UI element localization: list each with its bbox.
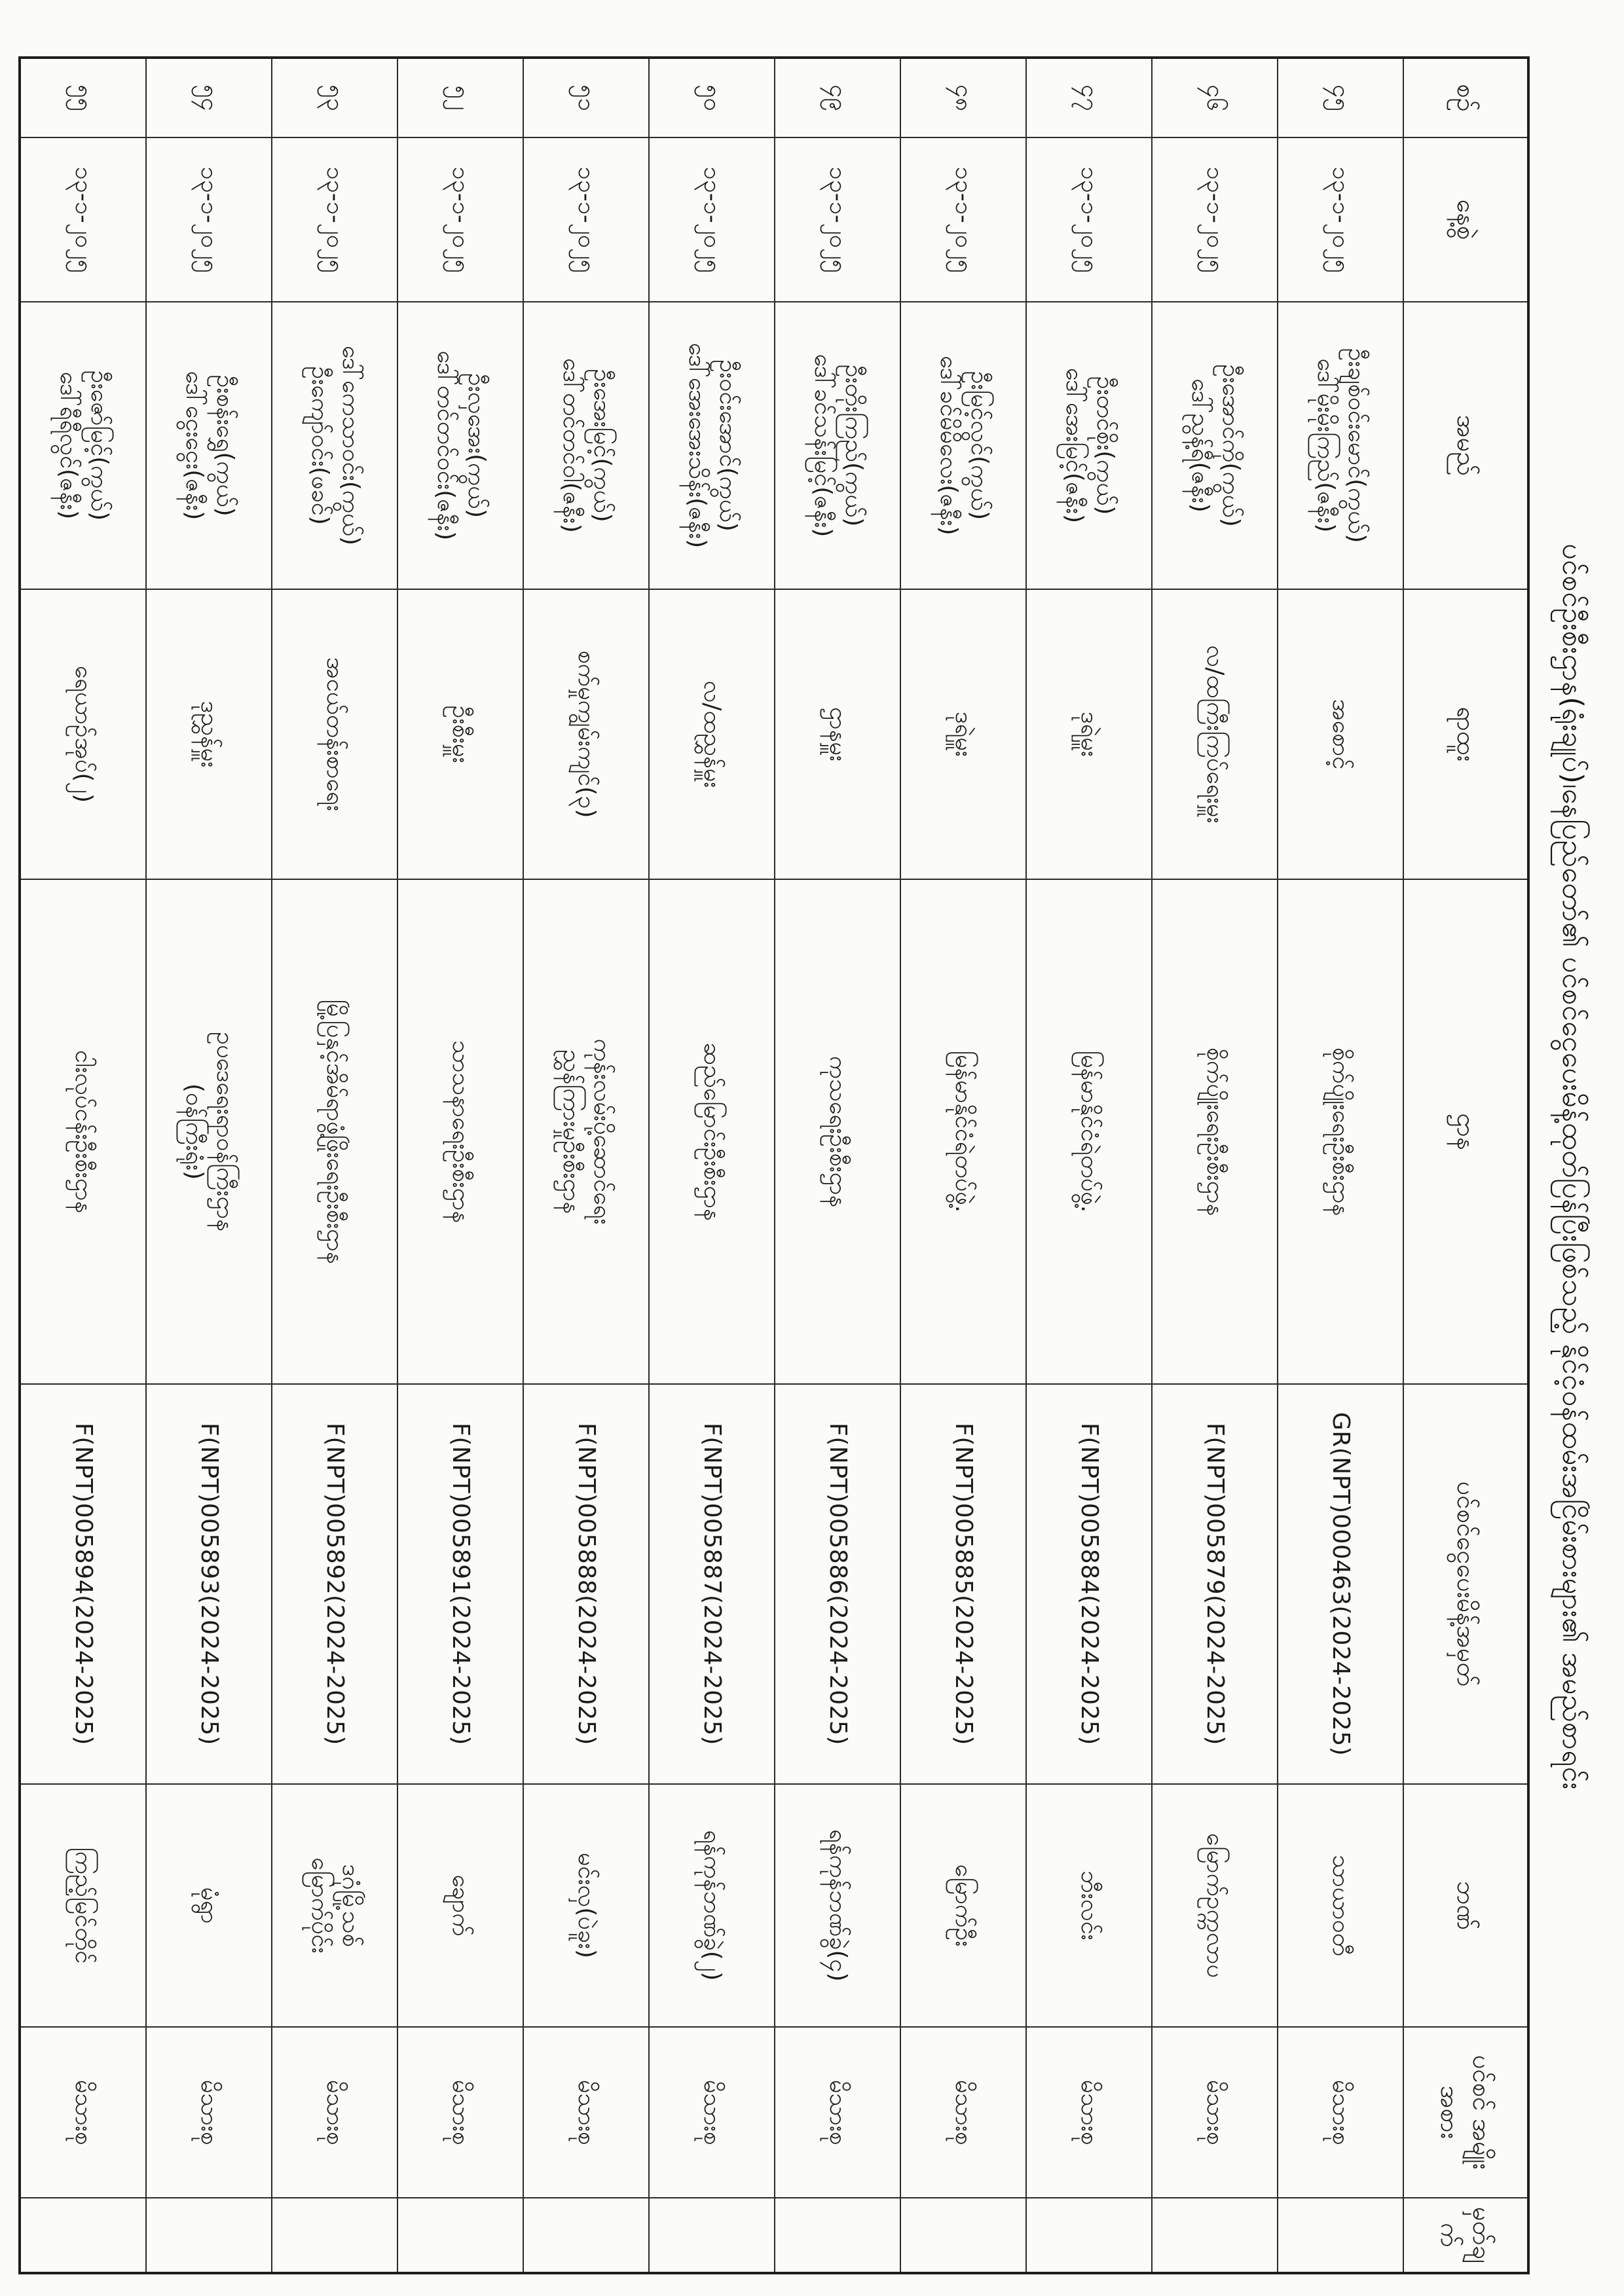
cell-position: ဒုညွှန်မှူး: [146, 589, 272, 879]
cell-text-line: ဦးမြင့်လွင်(ကွယ်): [965, 371, 993, 520]
cell-pension-type: မိသားစု: [20, 2027, 146, 2198]
cell-date: ၁၃-၁-၂၀၂၅: [649, 137, 775, 302]
cell-text-line: ဒေါ်တင်တင်ဝါ(ဇနီး): [558, 358, 585, 533]
cell-text-line: ဒဂုံမြို့သစ်: [337, 1864, 364, 1947]
cell-date: ၁၃-၁-၂၀၂၅: [523, 137, 649, 302]
cell-text-line: မုံရွာ: [196, 1887, 223, 1924]
table-row: [20, 58, 146, 2273]
cell-text-line: ဦးတင်စိုး(ကွယ်): [1091, 376, 1118, 515]
cell-text-line: ကုသရေးဦးစီးဌာန: [824, 1055, 852, 1208]
cell-position: စက်မှုကျွမ်းကျင်(၃): [523, 589, 649, 879]
cell-order-number: GR(NPT)000463(2024-2025): [1278, 1384, 1403, 1784]
rotated-landscape-content: [30, 56, 1590, 2277]
cell-order-number: F(NPT)005892(2024-2025): [272, 1384, 397, 1784]
cell-text-line: သာယာဝတီ: [1327, 1855, 1355, 1956]
cell-bank: [397, 1784, 523, 2027]
cell-text-line: မြန်မာနိုင်ငံရဲတပ်ဖွဲ့.: [1076, 1050, 1103, 1213]
cell-pension-type: မိသားစု: [523, 2027, 649, 2198]
cell-bank: [1152, 1784, 1278, 2027]
cell-bank: [900, 1784, 1026, 2027]
table-row: [1278, 58, 1403, 2273]
cell-name: [1278, 302, 1403, 589]
cell-serial: ၄၉: [775, 58, 900, 137]
cell-pension-type: မိသားစု: [272, 2027, 397, 2198]
cell-name: [397, 302, 523, 589]
cell-serial: ၅၁: [523, 58, 649, 137]
cell-remark: [523, 2198, 649, 2273]
cell-position: လ/ထညွှန်မှူး: [649, 589, 775, 879]
cell-serial: ၄၇: [1026, 58, 1152, 137]
cell-pension-type: မိသားစု: [649, 2027, 775, 2198]
cell-date: ၁၃-၁-၂၀၂၅: [1152, 137, 1278, 302]
cell-remark: [649, 2198, 775, 2273]
cell-order-number: F(NPT)005884(2024-2025): [1026, 1384, 1152, 1784]
cell-serial: ၅၃: [272, 58, 397, 137]
cell-pension-type: မိသားစု: [775, 2027, 900, 2198]
table-header-row: [1403, 58, 1528, 2273]
pension-list-table: [18, 56, 1530, 2274]
cell-bank: [523, 1784, 649, 2027]
table-row: [1152, 58, 1278, 2273]
cell-text-line: ဦးတိုးကြည်(ကွယ်): [840, 364, 867, 527]
title-row: [1530, 56, 1590, 2277]
column-header: ဘဏ်: [1403, 1784, 1528, 2027]
cell-order-number: F(NPT)005894(2024-2025): [20, 1384, 146, 1784]
cell-pension-type: မိသားစု: [1278, 2027, 1403, 2198]
cell-text-line: ဦးလှအေး(ကွယ်): [462, 373, 490, 519]
cell-text-line: မြောက်ဥက္ကလာပ: [1202, 1832, 1229, 1978]
cell-remark: [1152, 2198, 1278, 2273]
table-row: [397, 58, 523, 2273]
cell-text-line: ဒေါ်ခင်သန်းမြင့်(ဇနီး): [809, 354, 836, 538]
cell-pension-type: မိသားစု: [1152, 2027, 1278, 2198]
cell-name: [523, 302, 649, 589]
cell-pension-type: မိသားစု: [1026, 2027, 1152, 2198]
cell-order-number: F(NPT)005879(2024-2025): [1152, 1384, 1278, 1784]
cell-department: [900, 879, 1026, 1384]
table-row: [272, 58, 397, 2273]
cell-text-line: ရန်ကုန်ဘဏ်ခွဲ(၄): [824, 1829, 852, 1982]
cell-text-line: ငါးလုပ်ငန်းဦးစီးဌာန: [70, 1049, 98, 1214]
cell-text-line: မင်းလှ(ပဲခူး): [573, 1852, 600, 1959]
cell-date: ၁၃-၁-၂၀၂၅: [146, 137, 272, 302]
cell-text-line: ဦးကျော်ဝင်း(ဖခင်): [306, 366, 333, 525]
cell-text-line: ဆည်မြောင်းဦးစီးဌာန: [699, 1042, 726, 1221]
cell-text-line: ချောက်: [447, 1874, 475, 1937]
cell-department: [20, 879, 146, 1384]
cell-serial: ၅၀: [649, 58, 775, 137]
cell-pension-type: မိသားစု: [146, 2027, 272, 2198]
cell-department: [775, 879, 900, 1384]
cell-remark: [775, 2198, 900, 2273]
cell-text-line: ဒေါ်အေးမြင့်(ဇနီး): [1061, 367, 1088, 524]
cell-text-line: ဒေါ်အေးအေးသိန်း(ဇနီး): [684, 342, 710, 549]
cell-bank: [272, 1784, 397, 2027]
cell-order-number: F(NPT)005887(2024-2025): [649, 1384, 775, 1784]
cell-text-line: စိုက်ပျိုးရေးဦးစီးဌာန: [1202, 1047, 1229, 1216]
cell-text-line: ဦးအောင်ကို(ကွယ်): [1217, 364, 1244, 527]
cell-text-line: ဒေါ်ကေသာဝင်း(ကွယ်): [337, 345, 364, 546]
cell-remark: [146, 2198, 272, 2273]
cell-text-line: ဒေါ်မိုးမိုးကြည်(ဇနီး): [1312, 358, 1339, 533]
column-header: စဉ်: [1403, 58, 1528, 137]
cell-text-line: ဒေါ်ရီရီလွင်(ဇနီး): [55, 371, 82, 520]
cell-text-line: ဦးအေးမြင့်(ကွယ်): [588, 369, 616, 522]
cell-serial: ၅၄: [146, 58, 272, 137]
table-row: [775, 58, 900, 2273]
cell-text-line: ဘီးလင်း: [1076, 1870, 1103, 1941]
cell-order-number: F(NPT)005886(2024-2025): [775, 1384, 900, 1784]
cell-text-line: ဒေါ်ငွေးငွေး(ဇနီး): [181, 371, 208, 520]
cell-bank: [775, 1784, 900, 2027]
cell-name: [20, 302, 146, 589]
cell-serial: ၄၈: [900, 58, 1026, 137]
cell-order-number: F(NPT)005891(2024-2025): [397, 1384, 523, 1784]
cell-order-number: F(NPT)005885(2024-2025): [900, 1384, 1026, 1784]
cell-serial: ၄၆: [1152, 58, 1278, 137]
cell-serial: ၅၅: [20, 58, 146, 137]
cell-remark: [1026, 2198, 1152, 2273]
cell-position: ရေယာဉ်အုပ်(၂): [20, 589, 146, 879]
cell-name: [272, 302, 397, 589]
cell-position: အစောင့်: [1278, 589, 1403, 879]
cell-order-number: F(NPT)005888(2024-2025): [523, 1384, 649, 1784]
cell-date: ၁၃-၁-၂၀၂၅: [900, 137, 1026, 302]
cell-text-line: ဦးစန်းရွှေ(ကွယ်): [211, 374, 238, 517]
cell-text-line: ဥပဒေရေးရာဝန်ကြီးဌာန: [211, 1032, 238, 1231]
table-row: [523, 58, 649, 2273]
table-row: [146, 58, 272, 2273]
cell-remark: [397, 2198, 523, 2273]
cell-department: [272, 879, 397, 1384]
cell-text-line: မြောက်ပိုင်း: [306, 1857, 333, 1954]
cell-date: ၁၃-၁-၂၀၂၅: [20, 137, 146, 302]
column-header: မှတ်ချက်: [1403, 2198, 1528, 2273]
cell-text-line: ဒေါ်ခင်မိမိလေး(ဇနီး): [935, 355, 962, 536]
cell-name: [775, 302, 900, 589]
cell-text-line: (ဝန်ကြီးရုံး): [181, 1083, 208, 1180]
cell-position: ဌာနမှူး: [775, 589, 900, 879]
cell-position: ဒုရဲမှူး: [1026, 589, 1152, 879]
cell-remark: [900, 2198, 1026, 2273]
column-header: ပင်စင်ငွေပေးမိန့်အမှတ်: [1403, 1384, 1528, 1784]
cell-department: [649, 879, 775, 1384]
cell-text-line: ဦးဇော်မြင့်(ကွယ်): [85, 370, 113, 521]
column-header: ပင်စင် အမျိုးအစား: [1403, 2027, 1528, 2198]
cell-text-line: ရန်ကုန်ဘဏ်ခွဲ(၂): [699, 1830, 726, 1981]
cell-text-line: မြောက်ဦး: [950, 1864, 978, 1947]
cell-text-line: ဒေါ်တင်တင်ဝင်း(ဇနီး): [432, 350, 459, 541]
cell-name: [146, 302, 272, 589]
cell-bank: [146, 1784, 272, 2027]
cell-position: ဦးစီးမှူး: [397, 589, 523, 879]
cell-department: [1278, 879, 1403, 1384]
cell-department: [1026, 879, 1152, 1384]
cell-bank: [1026, 1784, 1152, 2027]
cell-serial: ၅၂: [397, 58, 523, 137]
cell-text-line: ကုန်းလမ်းပို့ဆောင်ရေး: [588, 1038, 616, 1225]
cell-date: ၁၃-၁-၂၀၂၅: [775, 137, 900, 302]
table-row: [1026, 58, 1152, 2273]
cell-text-line: ညွှန်ကြားမှုဦးစီးဌာန: [558, 1049, 585, 1214]
cell-serial: ၄၅: [1278, 58, 1403, 137]
cell-text-line: သာသနာရေးဦးစီးဌာန: [447, 1040, 475, 1224]
cell-bank: [20, 1784, 146, 2027]
cell-department: [1152, 879, 1278, 1384]
cell-text-line: မြို့ပြနှင့်အိမ်ရာဖွံ့ဖြိုးရေးဦးစီးဌာန: [322, 999, 349, 1264]
cell-name: [1152, 302, 1278, 589]
cell-date: ၁၃-၁-၂၀၂၅: [1026, 137, 1152, 302]
cell-date: ၁၃-၁-၂၀၂၅: [1278, 137, 1403, 302]
column-header: ဌာန: [1403, 879, 1528, 1384]
cell-name: [649, 302, 775, 589]
cell-pension-type: မိသားစု: [900, 2027, 1026, 2198]
cell-date: ၁၃-၁-၂၀၂၅: [272, 137, 397, 302]
cell-remark: [1278, 2198, 1403, 2273]
cell-text-line: ကြည့်မြင်တိုင်: [70, 1847, 98, 1964]
cell-name: [900, 302, 1026, 589]
cell-date: ၁၃-၁-၂၀၂၅: [397, 137, 523, 302]
cell-remark: [272, 2198, 397, 2273]
cell-position: အငယ်တန်းစာရေး: [272, 589, 397, 879]
cell-department: [523, 879, 649, 1384]
cell-bank: [1278, 1784, 1403, 2027]
cell-name: [1026, 302, 1152, 589]
cell-position: ဒုရဲမှူး: [900, 589, 1026, 879]
cell-text-line: ဦးချစ်ဝင်းမောင်(ကွယ်): [1342, 348, 1370, 543]
cell-text-line: စိုက်ပျိုးရေးဦးစီးဌာန: [1327, 1047, 1355, 1216]
cell-department: [397, 879, 523, 1384]
column-header: အမည်: [1403, 302, 1528, 589]
table-row: [900, 58, 1026, 2273]
cell-bank: [649, 1784, 775, 2027]
cell-position: လ/ထကြီးကြပ်ရေးမှူး: [1152, 589, 1278, 879]
column-header: နေ့စွဲ: [1403, 137, 1528, 302]
cell-text-line: ဦးဝင်းအောင်(ကွယ်): [714, 359, 741, 532]
cell-department: [146, 879, 272, 1384]
cell-pension-type: မိသားစု: [397, 2027, 523, 2198]
cell-text-line: ဒေါ်ညွန့်ရီ(ဇနီး): [1187, 378, 1213, 513]
page-title: ပင်စင်ဦးစီးဌာန(ရုံးချုပ်)၊နေပြည်တော်၏ ပင်စင်ငွေပေးမိန့်ထုတ်ပြန်ပြီးဖြစ်သည့် နိုင်ငံ့ဝန်ထမ်းအငြိမ်းစားများ၏ အမည်စာရင်း: [1556, 543, 1589, 1790]
cell-text-line: မြန်မာနိုင်ငံရဲတပ်ဖွဲ့.: [950, 1050, 978, 1213]
cell-order-number: F(NPT)005893(2024-2025): [146, 1384, 272, 1784]
column-header: ရာထူး: [1403, 589, 1528, 879]
table-row: [649, 58, 775, 2273]
cell-remark: [20, 2198, 146, 2273]
